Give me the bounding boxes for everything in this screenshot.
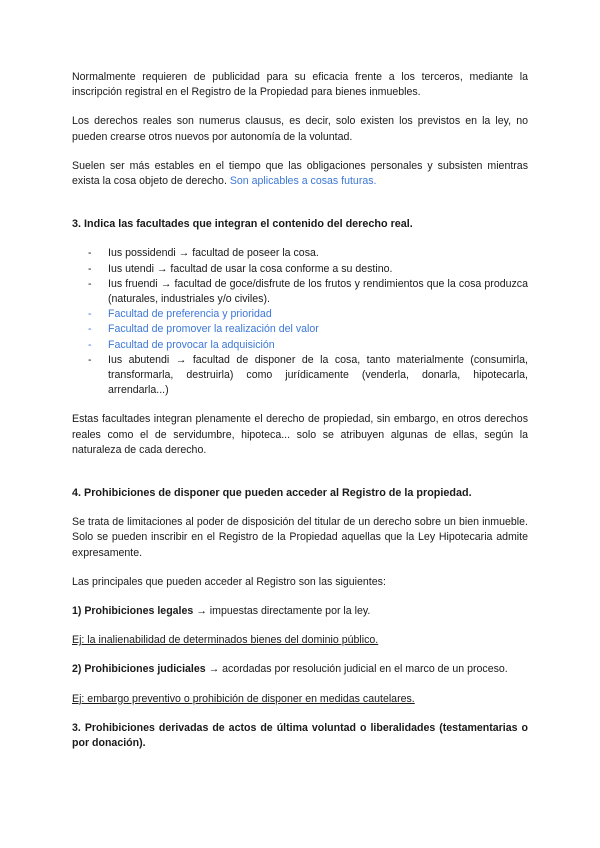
dash-bullet: - <box>88 308 92 321</box>
list-item: - Facultad de promover la realización del valor <box>72 322 528 337</box>
list-item: - Ius abutendi → facultad de disponer de la cosa, tanto materialmente (consumirla, transformarla, destruirla) como jurídicamente (venderla, donarla, hipotecarla, arrendarla...) <box>88 353 528 397</box>
section4-list-intro: Las principales que pueden acceder al Registro son las siguientes: <box>72 575 386 588</box>
section3-heading: 3. Indica las facultades que integran el contenido del derecho real. <box>72 218 413 231</box>
legal-prohibitions-example: Ej: la inalienabilidad de determinados bienes del dominio público. <box>72 634 379 647</box>
testamentary-prohibitions <box>72 721 528 751</box>
legal-prohibitions-title: 1) Prohibiciones legales <box>72 605 194 618</box>
section3-closing: Estas facultades integran plenamente el derecho de propiedad, sin embargo, en otros derechos reales como el de servidumbre, hipoteca... solo se atribuyen algunas de ellas, según la naturaleza de cada derecho. <box>72 413 528 456</box>
dash-bullet: - <box>88 338 92 351</box>
dash-bullet: - <box>88 277 92 290</box>
list-item: - Ius utendi → facultad de usar la cosa conforme a su destino. <box>72 262 528 277</box>
judicial-prohibitions <box>72 662 528 677</box>
testamentary-prohibitions-title: 3. Prohibiciones derivadas de actos de última voluntad o liberalidades (testamentarias o por donación). <box>72 721 528 750</box>
judicial-prohibitions-title: 2) Prohibiciones judiciales <box>72 663 206 676</box>
judicial-prohibitions-example: Ej: embargo preventivo o prohibición de disponer en medidas cautelares. <box>72 692 415 705</box>
dash-bullet: - <box>88 323 92 336</box>
dash-bullet: - <box>88 353 92 366</box>
dash-bullet: - <box>88 262 92 275</box>
list-item: - Facultad de preferencia y prioridad <box>72 307 528 322</box>
stability-text: Suelen ser más estables en el tiempo que las obligaciones personales y subsisten mientras exista la cosa objeto de derecho. <box>72 159 528 188</box>
section4-intro: Se trata de limitaciones al poder de disposición del titular de un derecho sobre un bien inmueble. Solo se pueden inscribir en el Registro de la Propiedad aquellas que la Ley Hipotecaria admite expresamente. <box>72 516 528 559</box>
section4-heading: 4. Prohibiciones de disponer que pueden acceder al Registro de la propiedad. <box>72 487 472 500</box>
intro-paragraph-publicity: Normalmente requieren de publicidad para su eficacia frente a los terceros, mediante la inscripción registral en el Registro de la Propiedad para bienes inmuebles. <box>72 71 528 99</box>
list-item: - Ius fruendi → facultad de goce/disfrute de los frutos y rendimientos que la cosa produzca (naturales, industriales y/o civiles). <box>88 277 528 306</box>
stability-paragraph <box>72 159 528 189</box>
intro-paragraph-numerus-clausus: Los derechos reales son numerus clausus, es decir, solo existen los previstos en la ley, no pueden crearse otros nuevos por autonomía de la voluntad. <box>72 115 528 143</box>
list-item: - Ius possidendi → facultad de poseer la cosa. <box>72 246 528 261</box>
legal-prohibitions <box>72 604 528 619</box>
judicial-prohibitions-text: → acordadas por resolución judicial en el marco de un proceso. <box>208 663 508 676</box>
legal-prohibitions-text: → impuestas directamente por la ley. <box>196 605 371 618</box>
faculties-list <box>72 246 528 398</box>
list-item: - Facultad de provocar la adquisición <box>72 338 528 353</box>
dash-bullet: - <box>88 247 92 260</box>
future-things-note: Son aplicables a cosas futuras. <box>229 175 377 188</box>
